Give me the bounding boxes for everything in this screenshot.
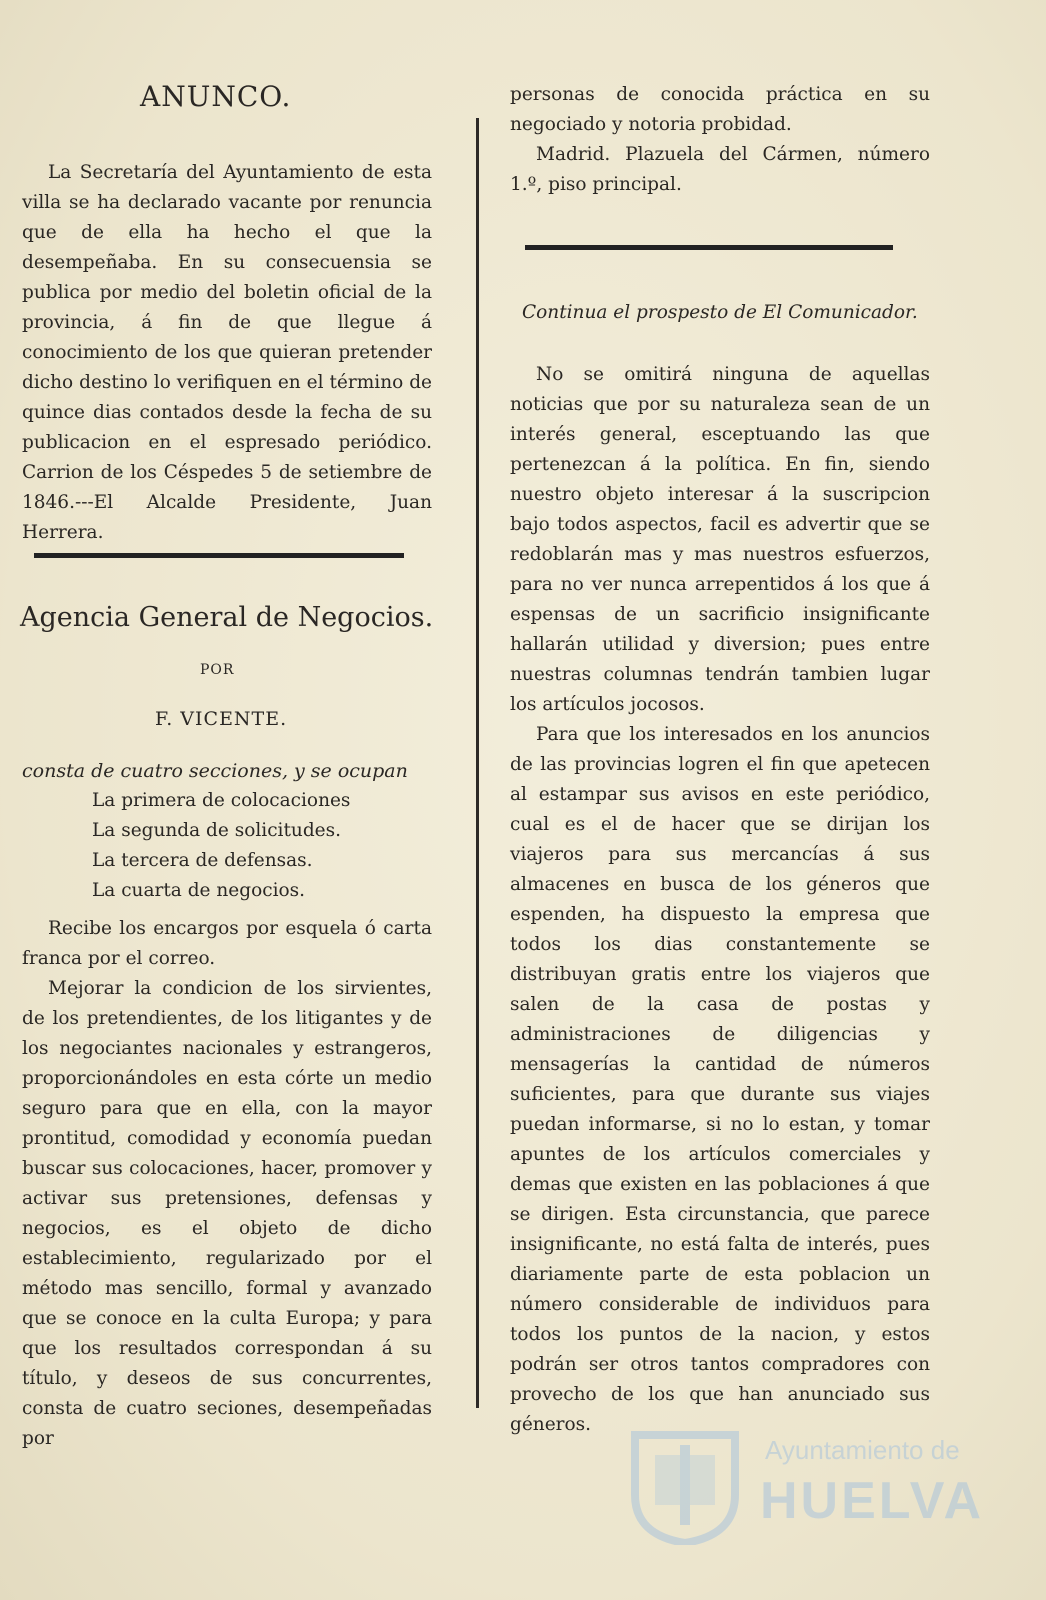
watermark	[625, 1425, 985, 1545]
anunco-paragraph: La Secretaría del Ayuntamiento de esta villa se ha declarado vacante por renuncia que de ella ha hecho el que la desempeñaba. En su consecuensia se publica por medio del boletin oficial de la provincia, á fin de que llegue á conocimiento de los que quieran pretender dicho destino lo verifiquen en el término de quince dias contados desde la fecha de su publicacion en el espresado periódico. Carrion de los Céspedes 5 de setiembre de 1846.---El Alcalde Presidente, Juan Herrera.	[22, 162, 432, 543]
omit-paragraph: No se omitirá ninguna de aquellas noticias que por su naturaleza sean de un interés general, esceptuando las que pertenezcan á la política. En fin, siendo nuestro objeto interesar á la suscripcion bajo todos aspectos, facil es advertir que se redoblarán mas y mas nuestros esfuerzos, para no ver nunca arrepentidos á los que á espensas de un sacrificio insignificante hallarán utilidad y diversion; pues entre nuestras columnas tendrán tambien lugar los artículos jocosos.	[510, 364, 930, 715]
comunicador-subtitle: Continua el prospesto de El Comunicador.	[522, 302, 918, 323]
section-divider	[34, 553, 404, 558]
agencia-heading: Agencia General de Negocios.	[20, 602, 434, 633]
mejorar-paragraph: Mejorar la condicion de los sirvientes, de los pretendientes, de los litigantes y de los negociantes nacionales y estrangeros, proporcionándoles en esta córte un medio seguro para que en ella, con la mayor prontitud, comodidad y economía puedan buscar sus colocaciones, hacer, promover y activar sus pretensiones, defensas y negocios, es el objeto de dicho establecimiento, regularizado por el método mas sencillo, formal y avanzado que se conoce en la culta Europa; y para que los resultados correspondan á su título, y deseos de sus concurrentes, consta de cuatro seciones, desempeñadas por	[22, 978, 432, 1449]
crest-icon	[625, 1425, 745, 1545]
list-item: La segunda de solicitudes.	[92, 820, 341, 841]
agencia-continuation	[510, 80, 930, 200]
secciones-intro: consta de cuatro secciones, y se ocupan	[22, 760, 408, 782]
comunicador-body	[510, 360, 930, 1440]
section-divider	[525, 245, 893, 250]
continuation-paragraph: personas de conocida práctica en su negociado y notoria probidad.	[510, 84, 930, 135]
anunco-heading: ANUNCO.	[140, 80, 292, 113]
list-item: La primera de colocaciones	[92, 790, 351, 811]
author-name: F. VICENTE.	[155, 708, 288, 730]
agencia-body	[22, 914, 432, 1454]
secciones-list	[92, 786, 350, 906]
by-label: POR	[200, 662, 235, 678]
watermark-line1: Ayuntamiento de	[765, 1435, 960, 1465]
list-item: La cuarta de negocios.	[92, 880, 305, 901]
para-paragraph: Para que los interesados en los anuncios de las provincias logren el fin que apetecen al estampar sus avisos en este periódico, cual es el de hacer que se dirijan los viajeros para sus mercancías á sus almacenes en busca de los géneros que espenden, ha dispuesto la empresa que todos los dias constantemente se distribuyan gratis entre los viajeros que salen de la casa de postas y administraciones de diligencias y mensagerías la cantidad de números suficientes, para que durante sus viajes puedan informarse, si no lo estan, y tomar apuntes de los artículos comerciales y demas que existen en las poblaciones á que se dirigen. Esta circunstancia, que parece insignificante, no está falta de interés, pues diariamente parte de esta poblacion un número considerable de individuos para todos los puntos de la nacion, y estos podrán ser otros tantos compradores con provecho de los que han anunciado sus géneros.	[510, 724, 930, 1435]
list-item: La tercera de defensas.	[92, 850, 313, 871]
column-rule	[476, 118, 479, 1408]
recibe-paragraph: Recibe los encargos por esquela ó carta franca por el correo.	[22, 918, 432, 969]
watermark-line2: HUELVA	[760, 1472, 985, 1530]
anunco-section	[22, 158, 432, 548]
address-paragraph: Madrid. Plazuela del Cármen, número 1.º, piso principal.	[510, 144, 930, 195]
